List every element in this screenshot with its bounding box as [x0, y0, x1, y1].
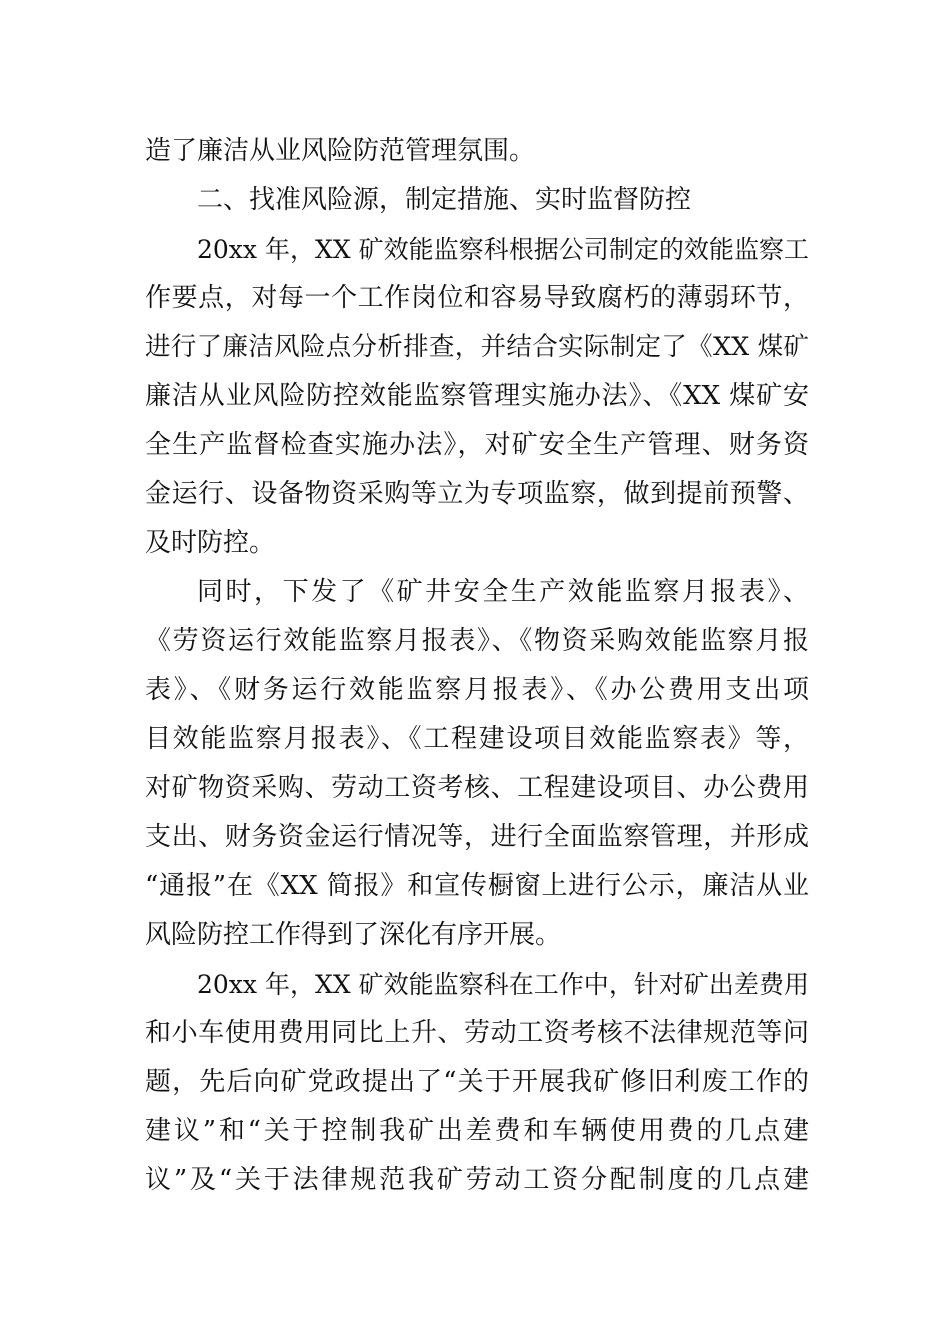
- text-line: 风险防控工作得到了深化有序开展。: [145, 920, 562, 950]
- text-line: 同时，下发了《矿井安全生产效能监察月报表》、: [197, 577, 809, 607]
- text-line: 《劳资运行效能监察月报表》、《物资采购效能监察月报: [145, 626, 809, 656]
- text-line: 全生产监督检查实施办法》，对矿安全生产管理、财务资: [145, 430, 809, 460]
- text-line: 题，先后向矿党政提出了“关于开展我矿修旧利废工作的: [145, 1067, 809, 1097]
- section-heading: 二、找准风险源，制定措施、实时监督防控: [197, 185, 692, 215]
- text-line: 和小车使用费用同比上升、劳动工资考核不法律规范等问: [145, 1018, 809, 1048]
- text-line: 目效能监察月报表》、《工程建设项目效能监察表》等，: [145, 724, 809, 754]
- text-line: 议”及“关于法律规范我矿劳动工资分配制度的几点建: [145, 1165, 809, 1195]
- text-line: “通报”在《XX 简报》和宣传橱窗上进行公示，廉洁从业: [145, 871, 809, 901]
- text-line: 作要点，对每一个工作岗位和容易导致腐朽的薄弱环节，: [145, 283, 809, 313]
- text-line: 廉洁从业风险防控效能监察管理实施办法》、《XX 煤矿安: [145, 381, 809, 411]
- document-body: [145, 127, 809, 1205]
- text-line: 支出、财务资金运行情况等，进行全面监察管理，并形成: [145, 822, 809, 852]
- text-line: 表》、《财务运行效能监察月报表》、《办公费用支出项: [145, 675, 809, 705]
- text-line: 进行了廉洁风险点分析排查，并结合实际制定了《XX 煤矿: [145, 332, 809, 362]
- text-line: 20xx 年，XX 矿效能监察科在工作中，针对矿出差费用: [197, 970, 809, 999]
- text-line: 建议”和“关于控制我矿出差费和车辆使用费的几点建: [145, 1116, 809, 1146]
- text-line: 及时防控。: [145, 528, 276, 558]
- text-line: 金运行、设备物资采购等立为专项监察，做到提前预警、: [145, 479, 809, 509]
- text-line: 对矿物资采购、劳动工资考核、工程建设项目、办公费用: [145, 773, 809, 803]
- text-line: 20xx 年，XX 矿效能监察科根据公司制定的效能监察工: [197, 235, 809, 264]
- text-line: 造了廉洁从业风险防范管理氛围。: [145, 136, 536, 166]
